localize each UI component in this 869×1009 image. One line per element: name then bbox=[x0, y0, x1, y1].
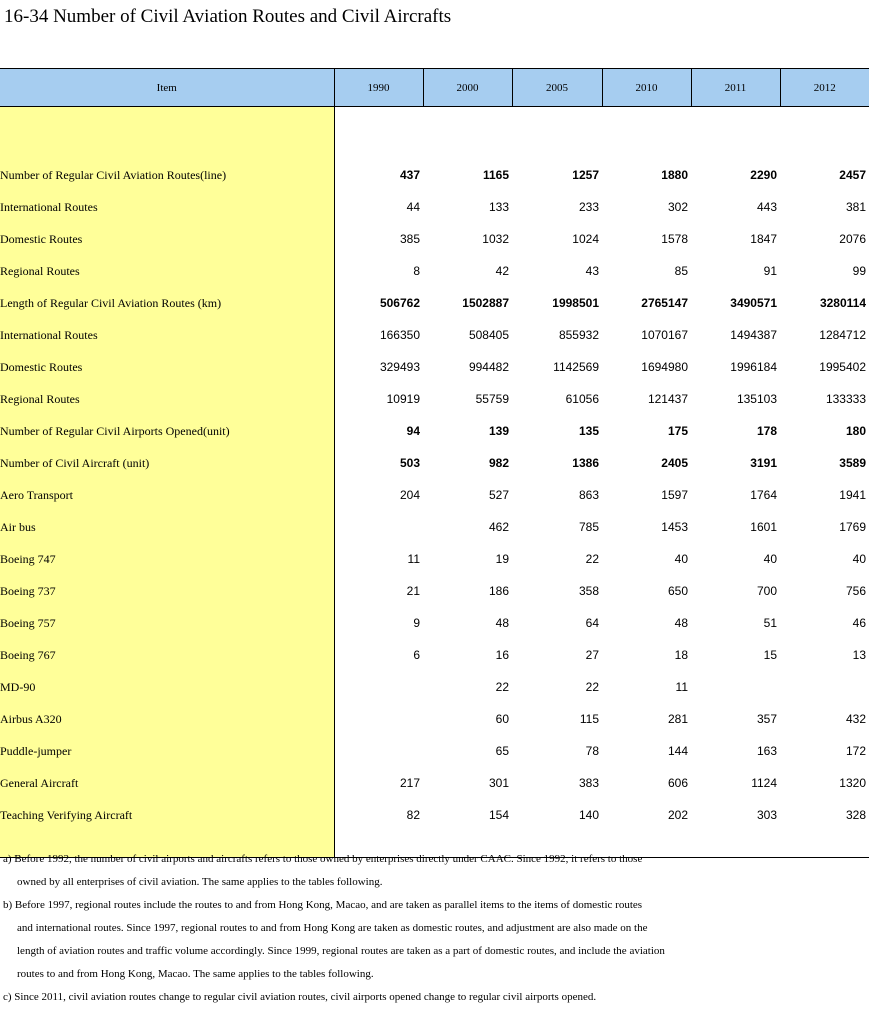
value-cell: 21 bbox=[406, 584, 420, 598]
value-cell: 204 bbox=[399, 488, 420, 502]
footnote-line: a) Before 1992, the number of civil airports and aircrafts refers to those owned by enterprises directly under CAAC. Since 1992, it refers to those bbox=[3, 853, 643, 865]
header-row bbox=[0, 69, 869, 107]
value-cell: 64 bbox=[585, 616, 599, 630]
value-cell bbox=[334, 671, 423, 703]
value-cell: 357 bbox=[756, 712, 777, 726]
spacer-row bbox=[0, 107, 869, 160]
value-cell: 1601 bbox=[750, 520, 777, 534]
value-cell: 328 bbox=[845, 808, 866, 822]
row-label: Number of Regular Civil Aviation Routes(line) bbox=[0, 159, 334, 191]
value-cell: 462 bbox=[488, 520, 509, 534]
value-cell: 178 bbox=[756, 424, 777, 438]
row-label: Boeing 757 bbox=[0, 607, 334, 639]
value-cell: 40 bbox=[852, 552, 866, 566]
value-cell: 22 bbox=[585, 552, 599, 566]
value-cell: 99 bbox=[852, 264, 866, 278]
value-cell: 1070167 bbox=[641, 328, 688, 342]
value-cell: 2405 bbox=[661, 456, 688, 470]
table-row bbox=[0, 415, 869, 447]
value-cell: 13 bbox=[852, 648, 866, 662]
value-cell: 43 bbox=[585, 264, 599, 278]
value-cell: 6 bbox=[413, 648, 420, 662]
table-row bbox=[0, 543, 869, 575]
footnotes bbox=[3, 848, 865, 1009]
value-cell: 1032 bbox=[482, 232, 509, 246]
value-cell: 1764 bbox=[750, 488, 777, 502]
value-cell: 281 bbox=[667, 712, 688, 726]
value-cell: 1996184 bbox=[730, 360, 777, 374]
value-cell: 1284712 bbox=[819, 328, 866, 342]
value-cell: 44 bbox=[406, 200, 420, 214]
value-cell: 3490571 bbox=[730, 296, 777, 310]
value-cell: 139 bbox=[488, 424, 509, 438]
table-row bbox=[0, 351, 869, 383]
value-cell: 2457 bbox=[839, 168, 866, 182]
table-row bbox=[0, 383, 869, 415]
value-cell: 19 bbox=[495, 552, 509, 566]
value-cell: 40 bbox=[674, 552, 688, 566]
value-cell: 506762 bbox=[379, 296, 420, 310]
value-cell: 650 bbox=[667, 584, 688, 598]
table-row bbox=[0, 191, 869, 223]
value-cell: 855932 bbox=[558, 328, 599, 342]
row-label: Boeing 737 bbox=[0, 575, 334, 607]
table-row bbox=[0, 447, 869, 479]
value-cell: 1453 bbox=[661, 520, 688, 534]
value-cell: 8 bbox=[413, 264, 420, 278]
spacer-cell bbox=[0, 107, 334, 160]
table-row bbox=[0, 511, 869, 543]
value-cell: 301 bbox=[488, 776, 509, 790]
value-cell: 443 bbox=[756, 200, 777, 214]
value-cell: 22 bbox=[495, 680, 509, 694]
footnote-line: b) Before 1997, regional routes include the routes to and from Hong Kong, Macao, and are taken as parallel items to the items of domestic routes bbox=[3, 899, 643, 911]
table-row bbox=[0, 639, 869, 671]
footnote-line: c) Since 2011, civil aviation routes change to regular civil aviation routes, civil airports opened change to regular civil airports opened. bbox=[3, 991, 597, 1003]
value-cell: 166350 bbox=[379, 328, 420, 342]
value-cell: 994482 bbox=[468, 360, 509, 374]
value-cell: 1142569 bbox=[553, 360, 599, 374]
footnote-line: routes to and from Hong Kong, Macao. The same applies to the tables following. bbox=[17, 968, 374, 980]
value-cell: 202 bbox=[667, 808, 688, 822]
row-label: Regional Routes bbox=[0, 255, 334, 287]
value-cell: 115 bbox=[579, 712, 599, 726]
value-cell: 2076 bbox=[839, 232, 866, 246]
value-cell: 1502887 bbox=[462, 296, 509, 310]
row-label: Airbus A320 bbox=[0, 703, 334, 735]
header-year: 1990 bbox=[334, 69, 423, 107]
page-title: 16-34 Number of Civil Aviation Routes and Civil Aircrafts bbox=[4, 6, 452, 27]
value-cell: 175 bbox=[667, 424, 688, 438]
value-cell: 508405 bbox=[468, 328, 509, 342]
row-label: Domestic Routes bbox=[0, 351, 334, 383]
value-cell: 785 bbox=[578, 520, 599, 534]
value-cell: 1880 bbox=[661, 168, 688, 182]
value-cell: 1769 bbox=[839, 520, 866, 534]
value-cell: 1257 bbox=[572, 168, 599, 182]
value-cell: 982 bbox=[488, 456, 509, 470]
value-cell: 154 bbox=[488, 808, 509, 822]
value-cell: 133333 bbox=[825, 392, 866, 406]
table-row bbox=[0, 799, 869, 831]
value-cell: 233 bbox=[578, 200, 599, 214]
row-label: General Aircraft bbox=[0, 767, 334, 799]
footnote-line: and international routes. Since 1997, regional routes to and from Hong Kong are taken as domestic routes, and adjustment are also made on the bbox=[17, 922, 648, 934]
row-label: Boeing 767 bbox=[0, 639, 334, 671]
value-cell: 9 bbox=[413, 616, 420, 630]
value-cell bbox=[780, 671, 869, 703]
value-cell: 1998501 bbox=[552, 296, 599, 310]
value-cell: 51 bbox=[763, 616, 777, 630]
value-cell: 303 bbox=[756, 808, 777, 822]
value-cell: 18 bbox=[674, 648, 688, 662]
value-cell: 61056 bbox=[565, 392, 599, 406]
value-cell: 94 bbox=[406, 424, 420, 438]
table-row bbox=[0, 735, 869, 767]
value-cell: 3589 bbox=[839, 456, 866, 470]
footnote-line: owned by all enterprises of civil aviation. The same applies to the tables following. bbox=[17, 876, 383, 888]
value-cell: 1124 bbox=[751, 776, 777, 790]
header-year: 2012 bbox=[780, 69, 869, 107]
value-cell: 180 bbox=[845, 424, 866, 438]
header-year: 2000 bbox=[423, 69, 512, 107]
value-cell: 40 bbox=[763, 552, 777, 566]
value-cell: 217 bbox=[399, 776, 420, 790]
value-cell: 1386 bbox=[572, 456, 599, 470]
row-label: International Routes bbox=[0, 191, 334, 223]
table-row bbox=[0, 703, 869, 735]
value-cell: 1578 bbox=[661, 232, 688, 246]
value-cell: 432 bbox=[845, 712, 866, 726]
row-label: Boeing 747 bbox=[0, 543, 334, 575]
value-cell: 82 bbox=[406, 808, 420, 822]
row-label: Domestic Routes bbox=[0, 223, 334, 255]
value-cell: 1494387 bbox=[730, 328, 777, 342]
value-cell: 27 bbox=[585, 648, 599, 662]
row-label: Number of Regular Civil Airports Opened(unit) bbox=[0, 415, 334, 447]
value-cell: 186 bbox=[488, 584, 509, 598]
value-cell: 91 bbox=[763, 264, 777, 278]
value-cell: 437 bbox=[399, 168, 420, 182]
table-row bbox=[0, 159, 869, 191]
table-row bbox=[0, 287, 869, 319]
value-cell: 302 bbox=[667, 200, 688, 214]
value-cell: 863 bbox=[578, 488, 599, 502]
value-cell: 48 bbox=[495, 616, 509, 630]
value-cell: 527 bbox=[488, 488, 509, 502]
table-row bbox=[0, 607, 869, 639]
value-cell: 135103 bbox=[736, 392, 777, 406]
row-label: Teaching Verifying Aircraft bbox=[0, 799, 334, 831]
row-label: MD-90 bbox=[0, 671, 334, 703]
value-cell: 700 bbox=[756, 584, 777, 598]
header-year: 2010 bbox=[602, 69, 691, 107]
value-cell: 15 bbox=[763, 648, 777, 662]
value-cell: 1941 bbox=[839, 488, 866, 502]
row-label: Length of Regular Civil Aviation Routes (km) bbox=[0, 287, 334, 319]
value-cell: 22 bbox=[585, 680, 599, 694]
value-cell: 48 bbox=[674, 616, 688, 630]
row-label: International Routes bbox=[0, 319, 334, 351]
value-cell: 42 bbox=[495, 264, 509, 278]
value-cell: 133 bbox=[488, 200, 509, 214]
row-label: Aero Transport bbox=[0, 479, 334, 511]
value-cell: 163 bbox=[756, 744, 777, 758]
header-year: 2011 bbox=[691, 69, 780, 107]
value-cell: 46 bbox=[852, 616, 866, 630]
value-cell: 144 bbox=[667, 744, 688, 758]
row-label: Air bus bbox=[0, 511, 334, 543]
header-year: 2005 bbox=[512, 69, 602, 107]
value-cell: 381 bbox=[845, 200, 866, 214]
table-row bbox=[0, 767, 869, 799]
value-cell: 2290 bbox=[750, 168, 777, 182]
value-cell bbox=[691, 671, 780, 703]
value-cell: 2765147 bbox=[641, 296, 688, 310]
value-cell: 1847 bbox=[750, 232, 777, 246]
value-cell: 60 bbox=[495, 712, 509, 726]
value-cell: 55759 bbox=[475, 392, 509, 406]
value-cell: 1694980 bbox=[641, 360, 688, 374]
value-cell: 140 bbox=[578, 808, 599, 822]
value-cell: 383 bbox=[578, 776, 599, 790]
value-cell: 1995402 bbox=[819, 360, 866, 374]
value-cell bbox=[334, 703, 423, 735]
value-cell: 1165 bbox=[482, 168, 509, 182]
table-row bbox=[0, 479, 869, 511]
row-label: Puddle-jumper bbox=[0, 735, 334, 767]
value-cell: 1597 bbox=[661, 488, 688, 502]
table-row bbox=[0, 223, 869, 255]
value-cell: 11 bbox=[407, 552, 420, 566]
value-cell: 329493 bbox=[379, 360, 420, 374]
value-cell: 135 bbox=[578, 424, 599, 438]
value-cell: 16 bbox=[495, 648, 509, 662]
value-cell: 121437 bbox=[647, 392, 688, 406]
table-row bbox=[0, 255, 869, 287]
value-cell bbox=[334, 735, 423, 767]
value-cell: 3280114 bbox=[819, 296, 866, 310]
value-cell: 65 bbox=[495, 744, 509, 758]
value-cell: 78 bbox=[585, 744, 599, 758]
header-item: Item bbox=[0, 69, 334, 107]
value-cell: 1024 bbox=[572, 232, 599, 246]
value-cell: 10919 bbox=[386, 392, 420, 406]
value-cell: 756 bbox=[845, 584, 866, 598]
table-row bbox=[0, 319, 869, 351]
value-cell: 358 bbox=[578, 584, 599, 598]
value-cell: 85 bbox=[674, 264, 688, 278]
value-cell: 3191 bbox=[750, 456, 777, 470]
row-label: Regional Routes bbox=[0, 383, 334, 415]
value-cell: 11 bbox=[675, 680, 688, 694]
value-cell: 385 bbox=[399, 232, 420, 246]
value-cell: 503 bbox=[399, 456, 420, 470]
row-label: Number of Civil Aircraft (unit) bbox=[0, 447, 334, 479]
table-row bbox=[0, 575, 869, 607]
table-body bbox=[0, 107, 869, 858]
value-cell: 172 bbox=[845, 744, 866, 758]
value-cell: 1320 bbox=[839, 776, 866, 790]
footnote-line: length of aviation routes and traffic volume accordingly. Since 1999, regional routes are taken as a part of domestic routes, and include the aviation bbox=[17, 945, 665, 957]
value-cell bbox=[334, 511, 423, 543]
table-row bbox=[0, 671, 869, 703]
value-cell: 606 bbox=[667, 776, 688, 790]
statistics-table bbox=[0, 68, 869, 858]
